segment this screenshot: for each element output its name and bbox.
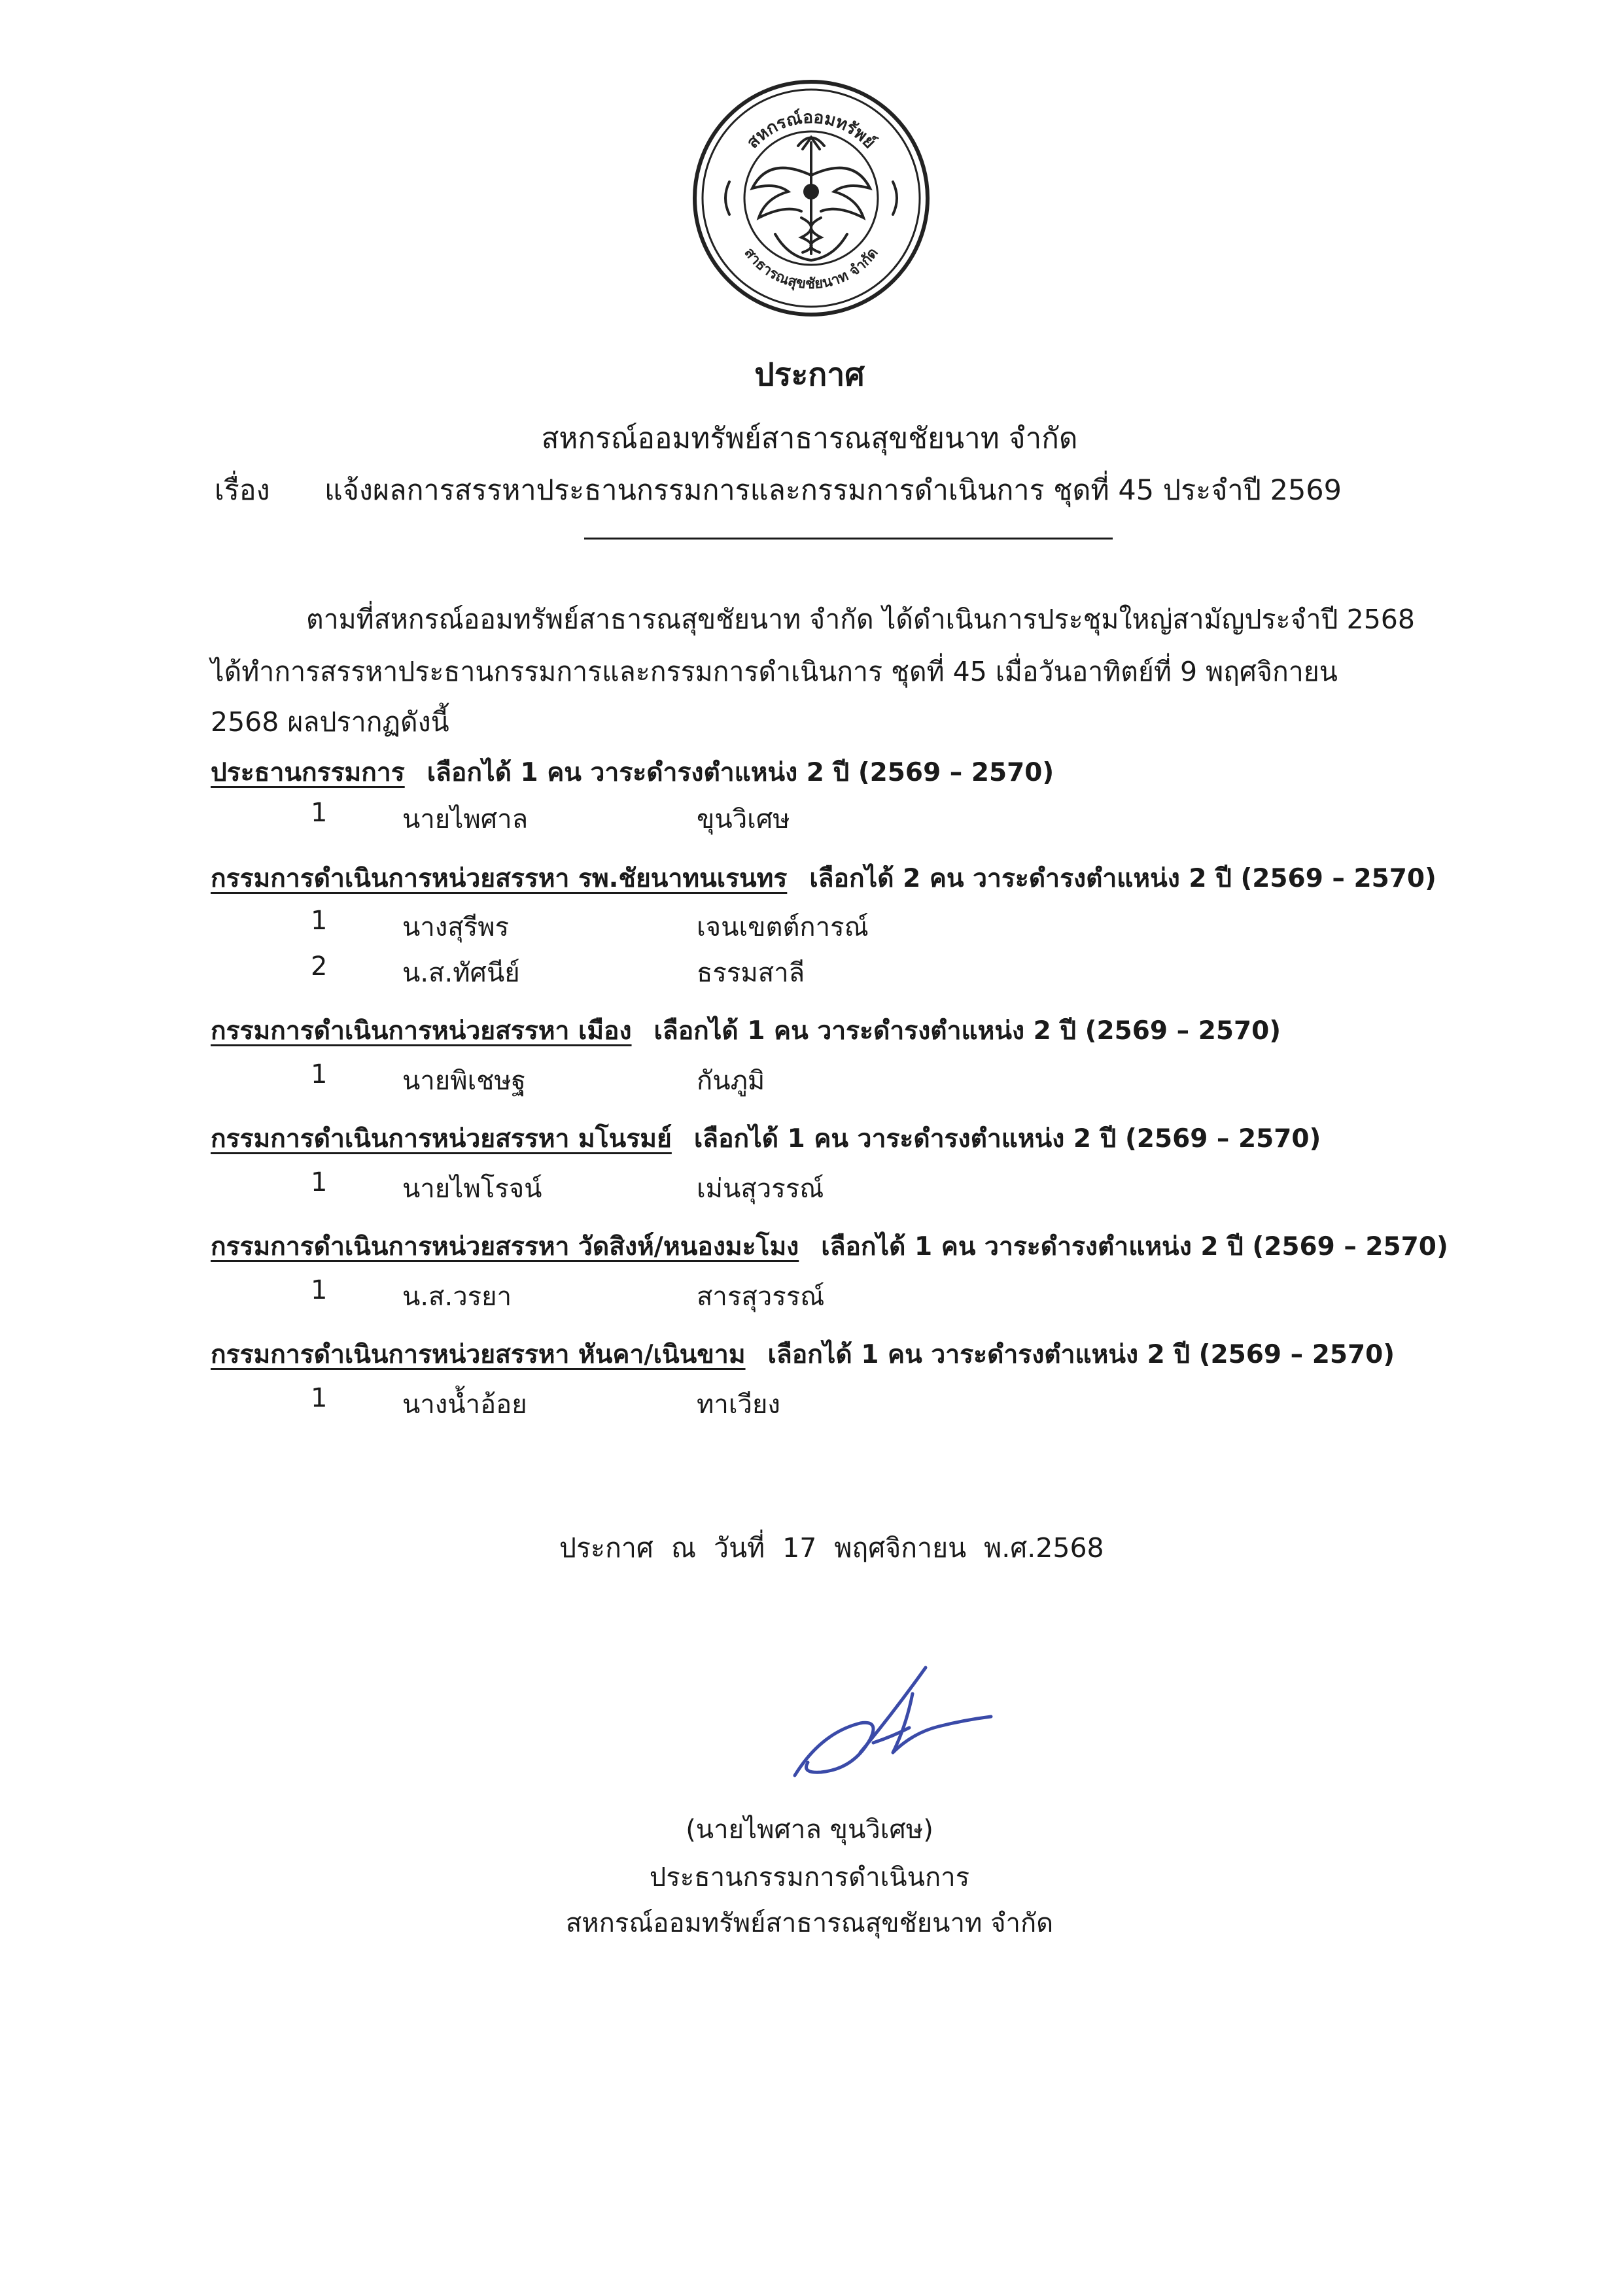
member-last-name: ทาเวียง — [697, 1390, 780, 1420]
subject-line — [215, 468, 1342, 512]
section-title: กรรมการดำเนินการหน่วยสรรหา มโนรมย์ — [211, 1124, 672, 1154]
section-heading-manorom — [211, 1118, 1321, 1159]
member-last-name: เจนเขตต์การณ์ — [697, 912, 869, 942]
section-heading-hankha — [211, 1334, 1395, 1375]
subject-text: แจ้งผลการสรรหาประธานกรรมการและกรรมการดำเนินการ ชุดที่ 45 ประจำปี 2569 — [324, 474, 1342, 507]
signer-organization: สหกรณ์ออมทรัพย์สาธารณสุขชัยนาท จำกัด — [565, 1908, 1054, 1938]
member-first-name: นายไพโรจน์ — [402, 1174, 542, 1204]
member-first-name: นายไพศาล — [402, 804, 529, 834]
section-title: ประธานกรรมการ — [211, 758, 405, 787]
member-last-name: สารสุวรรณ์ — [697, 1282, 825, 1312]
section-title: กรรมการดำเนินการหน่วยสรรหา รพ.ชัยนาทนเรนทร — [211, 864, 788, 893]
section-title: กรรมการดำเนินการหน่วยสรรหา วัดสิงห์/หนองมะโมง — [211, 1232, 799, 1261]
section-heading-chairman — [211, 752, 1054, 793]
subject-label: เรื่อง — [215, 474, 270, 507]
section-title: กรรมการดำเนินการหน่วยสรรหา เมือง — [211, 1016, 632, 1046]
signer-position: ประธานกรรมการดำเนินการ — [649, 1862, 970, 1893]
svg-text:สหกรณ์ออมทรัพย์: สหกรณ์ออมทรัพย์ — [742, 107, 880, 153]
member-number: 1 — [311, 906, 328, 936]
document-title: ประกาศ — [754, 356, 865, 393]
section-detail: เลือกได้ 1 คน วาระดำรงตำแหน่ง 2 ปี (2569 – 2570) — [767, 1340, 1395, 1369]
announcement-date: ประกาศ ณ วันที่ 17 พฤศจิกายน พ.ศ.2568 — [559, 1532, 1104, 1564]
section-detail: เลือกได้ 1 คน วาระดำรงตำแหน่ง 2 ปี (2569 – 2570) — [693, 1124, 1321, 1154]
cooperative-seal-logo — [690, 77, 932, 319]
member-number: 1 — [311, 1275, 328, 1305]
intro-line-2: ได้ทำการสรรหาประธานกรรมการและกรรมการดำเนินการ ชุดที่ 45 เมื่อวันอาทิตย์ที่ 9 พฤศจิกายน — [211, 656, 1338, 687]
member-first-name: นางสุรีพร — [402, 912, 510, 942]
signer-name: (นายไพศาล ขุนวิเศษ) — [686, 1815, 933, 1845]
member-first-name: น.ส.ทัศนีย์ — [402, 958, 520, 988]
section-title: กรรมการดำเนินการหน่วยสรรหา หันคา/เนินขาม — [211, 1340, 746, 1369]
organization-name: สหกรณ์ออมทรัพย์สาธารณสุขชัยนาท จำกัด — [541, 422, 1078, 455]
member-first-name: น.ส.วรยา — [402, 1282, 512, 1312]
member-last-name: ขุนวิเศษ — [697, 804, 790, 834]
member-first-name: นายพิเชษฐ — [402, 1066, 526, 1096]
member-last-name: กันภูมิ — [697, 1066, 765, 1096]
section-detail: เลือกได้ 1 คน วาระดำรงตำแหน่ง 2 ปี (2569 – 2570) — [821, 1232, 1448, 1261]
intro-line-3: 2568 ผลปรากฏดังนี้ — [211, 706, 449, 738]
section-detail: เลือกได้ 1 คน วาระดำรงตำแหน่ง 2 ปี (2569 – 2570) — [653, 1016, 1281, 1046]
member-number: 1 — [311, 798, 328, 828]
section-detail: เลือกได้ 2 คน วาระดำรงตำแหน่ง 2 ปี (2569 – 2570) — [809, 864, 1436, 893]
intro-line-1: ตามที่สหกรณ์ออมทรัพย์สาธารณสุขชัยนาท จำกัด ได้ดำเนินการประชุมใหญ่สามัญประจำปี 2568 — [306, 604, 1415, 635]
member-first-name: นางน้ำอ้อย — [402, 1390, 527, 1420]
member-number: 1 — [311, 1383, 328, 1413]
member-number: 1 — [311, 1167, 328, 1197]
section-heading-wat-sing — [211, 1226, 1448, 1267]
title-underline-divider — [584, 538, 1113, 540]
handwritten-signature — [782, 1654, 1004, 1785]
section-heading-mueang — [211, 1010, 1281, 1051]
member-number: 2 — [311, 951, 328, 982]
member-last-name: เม่นสุวรรณ์ — [697, 1174, 824, 1204]
member-number: 1 — [311, 1059, 328, 1089]
svg-text:สาธารณสุขชัยนาท จำกัด: สาธารณสุขชัยนาท จำกัด — [740, 245, 882, 293]
section-heading-chainat-hospital — [211, 858, 1436, 899]
member-last-name: ธรรมสาลี — [697, 958, 805, 988]
section-detail: เลือกได้ 1 คน วาระดำรงตำแหน่ง 2 ปี (2569 – 2570) — [427, 758, 1054, 787]
